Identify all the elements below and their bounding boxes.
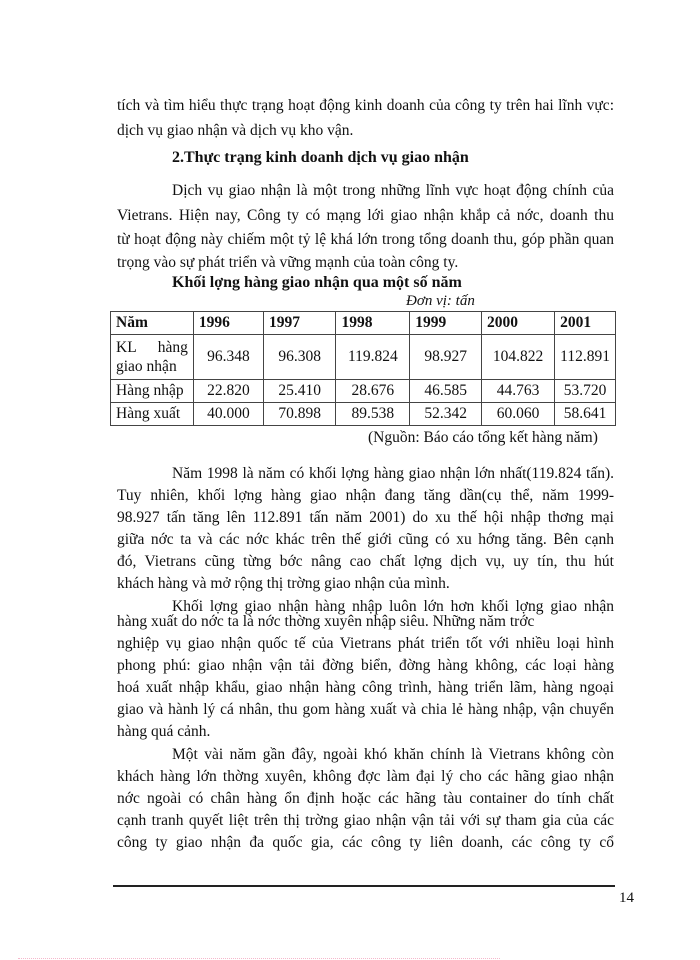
- para3-line-1: Khối lợng giao nhận hàng nhập luôn lớn hơn khối lợng giao nhận: [172, 598, 614, 615]
- shipment-volume-table: [110, 311, 616, 426]
- para4-line-1: Một vài năm gần đây, ngoài khó khăn chính là Vietrans không còn: [172, 746, 614, 763]
- cell-value: 60.060: [481, 403, 554, 426]
- para3-line-4: phong phú: giao nhận vận tải đờng biển, đờng hàng không, các loại hàng: [117, 657, 614, 674]
- para2-line-2: Tuy nhiên, khối lợng hàng giao nhận đang tăng dần(cụ thể, năm 1999-: [117, 487, 614, 504]
- para2-line-5: đó, Vietrans cũng từng bớc nâng cao chất lợng dịch vụ, uy tín, thu hút: [117, 553, 614, 570]
- para1-line-2: Vietrans. Hiện nay, Công ty có mạng lới giao nhận khắp cả nớc, doanh thu: [117, 207, 614, 224]
- table-header-row: [111, 312, 616, 335]
- cell-value: 44.763: [481, 380, 554, 403]
- cell-value: 70.898: [263, 403, 335, 426]
- cell-value: 46.585: [410, 380, 482, 403]
- page-edge-divider: [18, 958, 500, 959]
- cell-value: 22.820: [193, 380, 263, 403]
- para4-line-4: cạnh tranh quyết liệt trên thị trờng giao nhận vận tải với sự tham gia của các: [117, 812, 614, 829]
- para3-line-3: nghiệp vụ giao nhận quốc tế của Vietrans phát triển tốt với nhiều loại hình: [117, 635, 614, 652]
- cell-value: 98.927: [410, 335, 482, 380]
- section-heading: 2.Thực trạng kinh doanh dịch vụ giao nhận: [172, 149, 469, 166]
- cell-value: 58.641: [555, 403, 616, 426]
- cell-value: 89.538: [336, 403, 410, 426]
- header-year-label: Năm: [111, 312, 194, 335]
- para3-line-6: giao và hành lý cá nhân, thu gom hàng xuất và chia lẻ hàng nhập, vận chuyển: [117, 701, 614, 718]
- para1-line-1: Dịch vụ giao nhận là một trong những lĩnh vực hoạt động chính của: [172, 182, 614, 199]
- row-label-part: KL: [116, 339, 137, 356]
- table-row: [111, 403, 616, 426]
- header-2001: 2001: [555, 312, 616, 335]
- para2-line-6: khách hàng và mở rộng thị trờng giao nhận của mình.: [117, 575, 450, 592]
- header-1998: 1998: [336, 312, 410, 335]
- table-unit: Đơn vị: tấn: [406, 293, 475, 309]
- cell-value: 25.410: [263, 380, 335, 403]
- para1-line-3: từ hoạt động này chiếm một tỷ lệ khá lớn trong tổng doanh thu, góp phần quan: [117, 231, 614, 248]
- para2-line-4: giữa nớc ta và các nớc khác trên thế giới cũng có xu hớng tăng. Bên cạnh: [117, 531, 614, 548]
- table-row: [111, 335, 616, 380]
- cell-value: 53.720: [555, 380, 616, 403]
- para4-line-2: khách hàng lớn thờng xuyên, không đợc làm đại lý cho các hãng giao nhận: [117, 768, 614, 785]
- para1-line-4: trọng vào sự phát triển và vững mạnh của toàn công ty.: [117, 254, 459, 271]
- header-1996: 1996: [193, 312, 263, 335]
- intro-line-2: dịch vụ giao nhận và dịch vụ kho vận.: [117, 122, 354, 139]
- header-2000: 2000: [481, 312, 554, 335]
- para2-line-3: 98.927 tấn tăng lên 112.891 tấn năm 2001) do xu thế hội nhập thơng mại: [117, 509, 614, 526]
- header-1997: 1997: [263, 312, 335, 335]
- cell-value: 40.000: [193, 403, 263, 426]
- cell-value: 104.822: [481, 335, 554, 380]
- para3-line-7: hàng quá cảnh.: [117, 723, 211, 740]
- table-row: [111, 380, 616, 403]
- row-label-part: hàng: [157, 339, 188, 356]
- row-label-part: giao nhận: [116, 358, 177, 375]
- cell-value: 96.348: [193, 335, 263, 380]
- para2-line-1: Năm 1998 là năm có khối lợng hàng giao nhận lớn nhất(119.824 tấn).: [172, 465, 614, 482]
- cell-value: 52.342: [410, 403, 482, 426]
- header-1999: 1999: [410, 312, 482, 335]
- footer-rule: [113, 885, 615, 887]
- cell-value: 28.676: [336, 380, 410, 403]
- cell-value: 112.891: [555, 335, 616, 380]
- para4-line-3: nớc ngoài có chân hàng ổn định hoặc các hãng tàu container do tính chất: [117, 790, 614, 807]
- cell-value: 119.824: [336, 335, 410, 380]
- page-number: 14: [619, 890, 634, 906]
- intro-line-1: tích và tìm hiểu thực trạng hoạt động kinh doanh của công ty trên hai lĩnh vực:: [117, 97, 614, 114]
- row-label-export: Hàng xuất: [111, 403, 194, 426]
- para3-line-5: hoá xuất nhập khẩu, giao nhận hàng công trình, hàng triển lãm, hàng ngoại: [117, 679, 614, 696]
- table-title: Khối lợng hàng giao nhận qua một số năm: [172, 274, 462, 291]
- cell-value: 96.308: [263, 335, 335, 380]
- row-label-total: [111, 335, 194, 380]
- para3-line-2: hàng xuất do nớc ta là nớc thờng xuyên nhập siêu. Những năm trớc: [117, 613, 535, 630]
- table-source: (Nguồn: Báo cáo tổng kết hàng năm): [368, 429, 598, 446]
- para4-line-5: công ty giao nhận đa quốc gia, các công ty liên doanh, các công ty cổ: [117, 834, 614, 851]
- row-label-import: Hàng nhập: [111, 380, 194, 403]
